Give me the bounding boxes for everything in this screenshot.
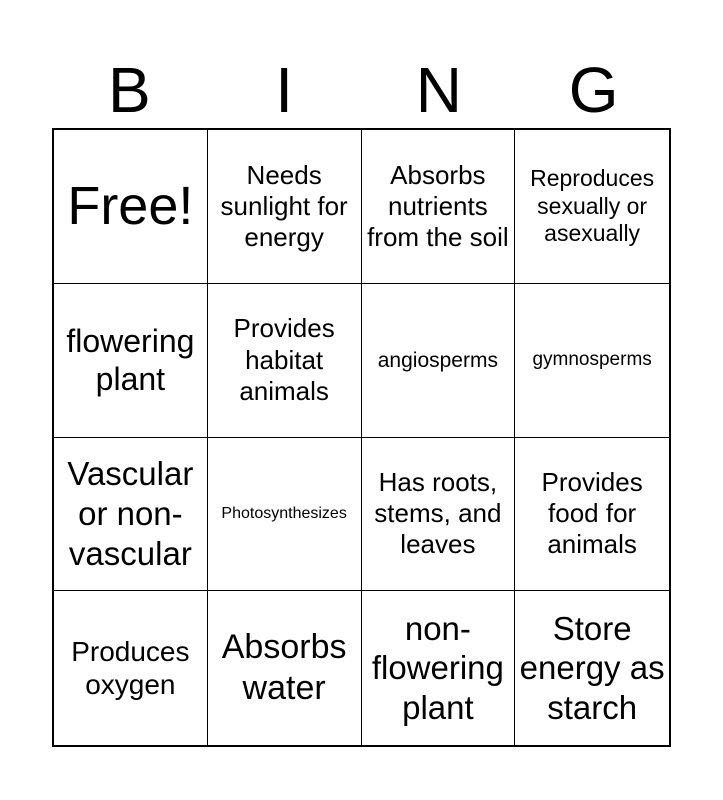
bingo-cell[interactable]: gymnosperms bbox=[515, 284, 669, 438]
bingo-cell-free[interactable]: Free! bbox=[54, 130, 208, 284]
bingo-cell[interactable]: Produces oxygen bbox=[54, 591, 208, 745]
bingo-cell[interactable]: Provides food for animals bbox=[515, 438, 669, 592]
bingo-cell[interactable]: Photosynthesizes bbox=[208, 438, 362, 592]
header-letter-g: G bbox=[568, 54, 619, 126]
bingo-cell[interactable]: Has roots, stems, and leaves bbox=[362, 438, 516, 592]
bingo-board bbox=[52, 128, 671, 747]
bingo-cell[interactable]: Store energy as starch bbox=[519, 609, 665, 726]
bingo-cell[interactable]: Vascular or non-vascular bbox=[54, 438, 208, 592]
bingo-cell[interactable]: Needs sunlight for energy bbox=[208, 130, 362, 284]
bingo-cell[interactable]: angiosperms bbox=[362, 284, 516, 438]
bingo-cell[interactable]: non-flowering plant bbox=[362, 591, 516, 745]
bingo-cell[interactable]: Absorbs water bbox=[208, 591, 362, 745]
bingo-cell[interactable]: Absorbs nutrients from the soil bbox=[362, 130, 516, 284]
bingo-cell[interactable]: flowering plant bbox=[54, 284, 208, 438]
bingo-header bbox=[52, 52, 671, 128]
bingo-cell[interactable]: Reproduces sexually or asexually bbox=[515, 130, 669, 284]
header-letter-b: B bbox=[108, 54, 151, 126]
header-letter-n: N bbox=[415, 54, 462, 126]
bingo-cell[interactable]: Provides habitat animals bbox=[208, 284, 362, 438]
header-letter-i: I bbox=[275, 54, 294, 126]
